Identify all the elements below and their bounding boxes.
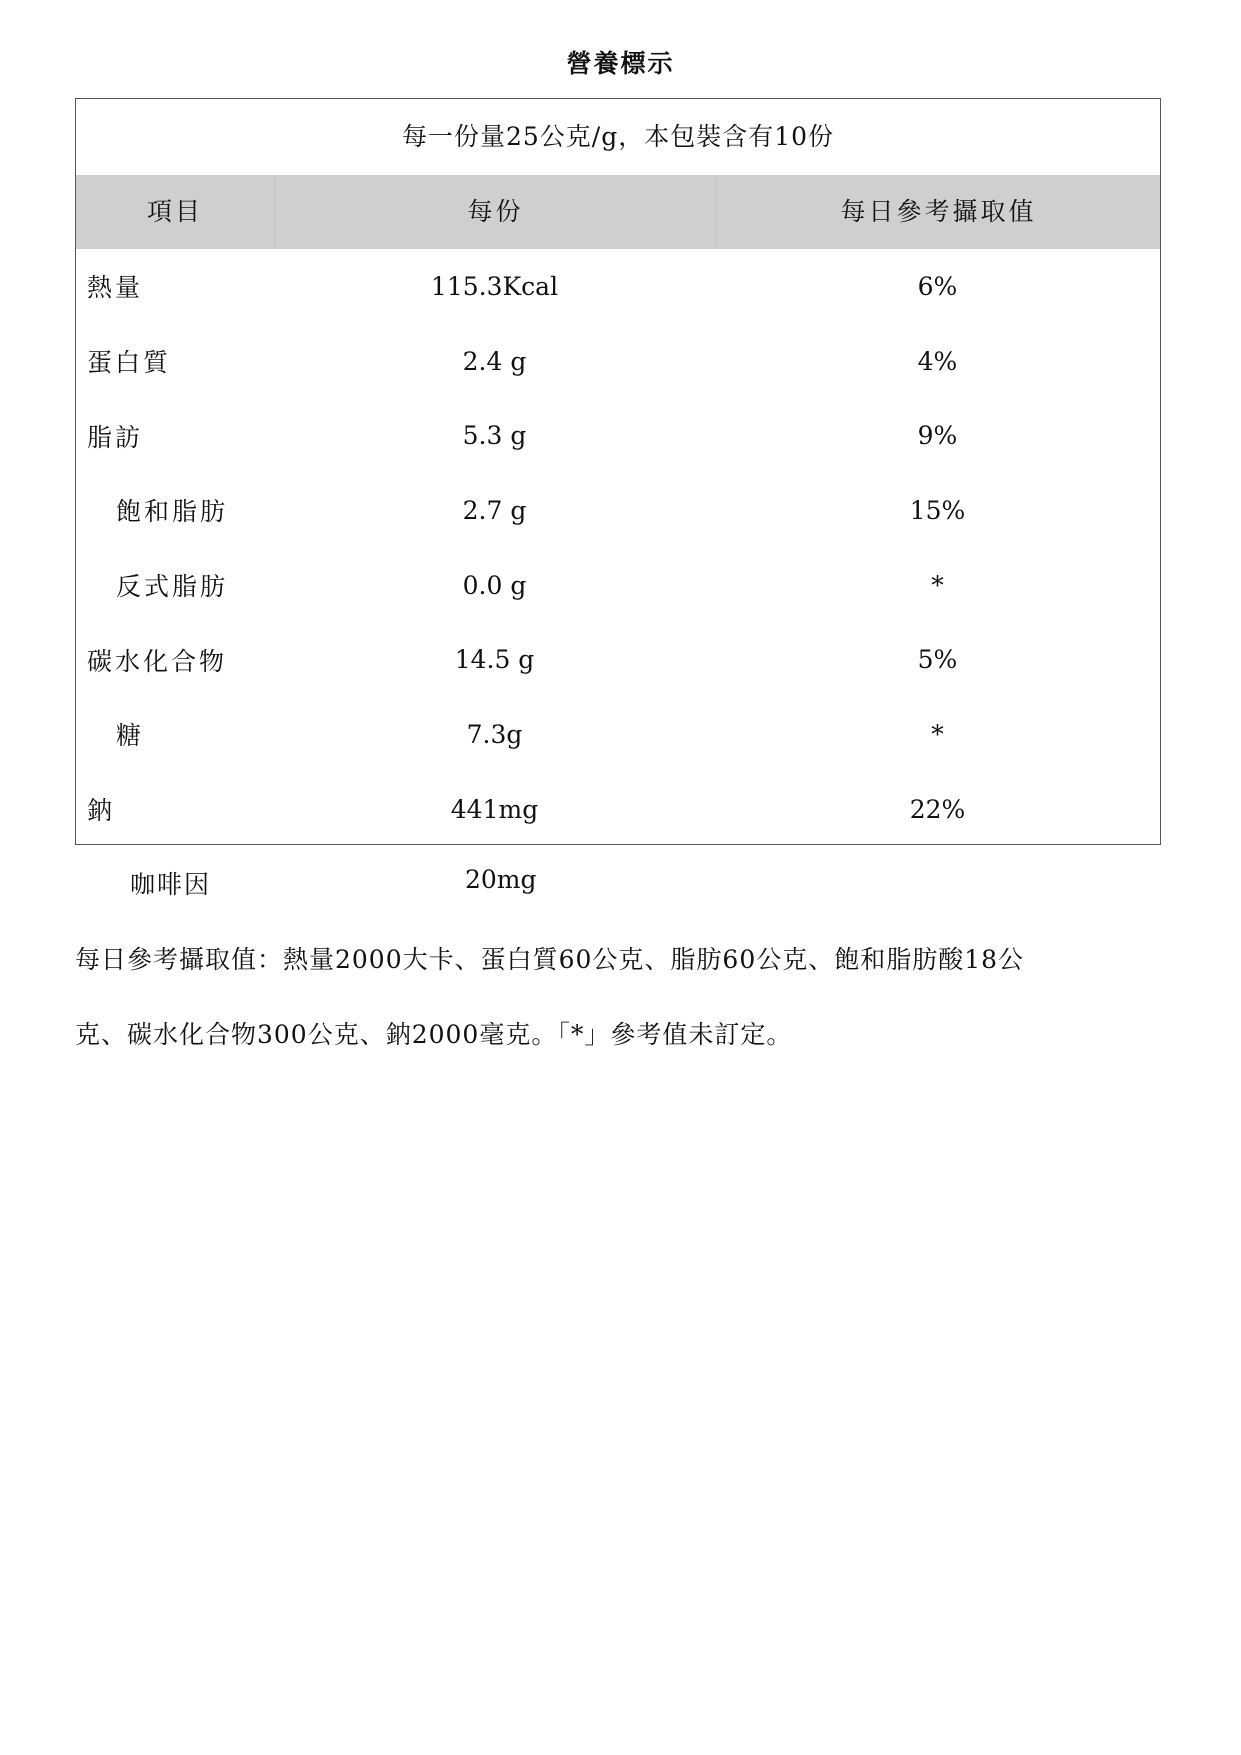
nutrient-value: 5.3 g xyxy=(462,421,527,451)
nutrient-name: 鈉 xyxy=(87,796,116,826)
nutrient-name: 熱量 xyxy=(87,273,144,303)
nutrition-table xyxy=(75,98,1161,845)
table-row xyxy=(76,548,1160,623)
nutrient-daily: 6% xyxy=(917,271,958,301)
nutrient-name: 蛋白質 xyxy=(87,348,172,378)
nutrient-name: 反式脂肪 xyxy=(116,572,229,602)
table-row xyxy=(76,398,1160,473)
nutrient-daily: 4% xyxy=(917,346,958,376)
page-title: 營養標示 xyxy=(566,49,675,78)
nutrient-value: 115.3Kcal xyxy=(430,271,559,301)
nutrient-daily: 5% xyxy=(917,645,958,675)
nutrient-value: 7.3g xyxy=(466,719,523,749)
nutrient-daily: * xyxy=(931,719,944,749)
nutrient-name: 飽和脂肪 xyxy=(116,497,229,527)
table-body xyxy=(76,249,1160,847)
table-row xyxy=(76,772,1160,847)
daily-value-note-continued: 克、碳水化合物300公克、鈉2000毫克。「*」參考值未訂定。 xyxy=(75,1020,793,1049)
nutrient-daily: 9% xyxy=(917,421,958,451)
table-header xyxy=(76,175,1160,249)
nutrient-name: 糖 xyxy=(116,721,145,751)
nutrient-daily: 15% xyxy=(909,495,966,525)
header-item: 項目 xyxy=(76,175,275,249)
nutrient-daily: * xyxy=(931,570,944,600)
nutrient-daily: 22% xyxy=(909,794,966,824)
table-row xyxy=(76,622,1160,697)
header-per-serving: 每份 xyxy=(275,175,717,249)
nutrient-value: 441mg xyxy=(450,794,539,824)
table-row xyxy=(76,473,1160,548)
nutrient-value: 14.5 g xyxy=(454,645,535,675)
daily-value-note: 每日參考攝取值：熱量2000大卡、蛋白質60公克、脂肪60公克、飽和脂肪酸18公 xyxy=(75,945,1025,974)
nutrient-value: 2.4 g xyxy=(462,346,527,376)
nutrient-value: 0.0 g xyxy=(462,570,527,600)
nutrient-name: 脂訪 xyxy=(87,422,144,452)
table-row xyxy=(76,324,1160,399)
caffeine-value: 20mg xyxy=(465,865,537,894)
table-row xyxy=(76,249,1160,324)
table-row xyxy=(76,697,1160,772)
serving-size: 每一份量25公克/g，本包裝含有10份 xyxy=(401,122,835,151)
nutrient-value: 2.7 g xyxy=(462,495,527,525)
nutrient-name: 碳水化合物 xyxy=(87,646,228,676)
caffeine-label: 咖啡因 xyxy=(130,870,212,899)
header-daily-value: 每日參考攝取值 xyxy=(840,197,1037,226)
